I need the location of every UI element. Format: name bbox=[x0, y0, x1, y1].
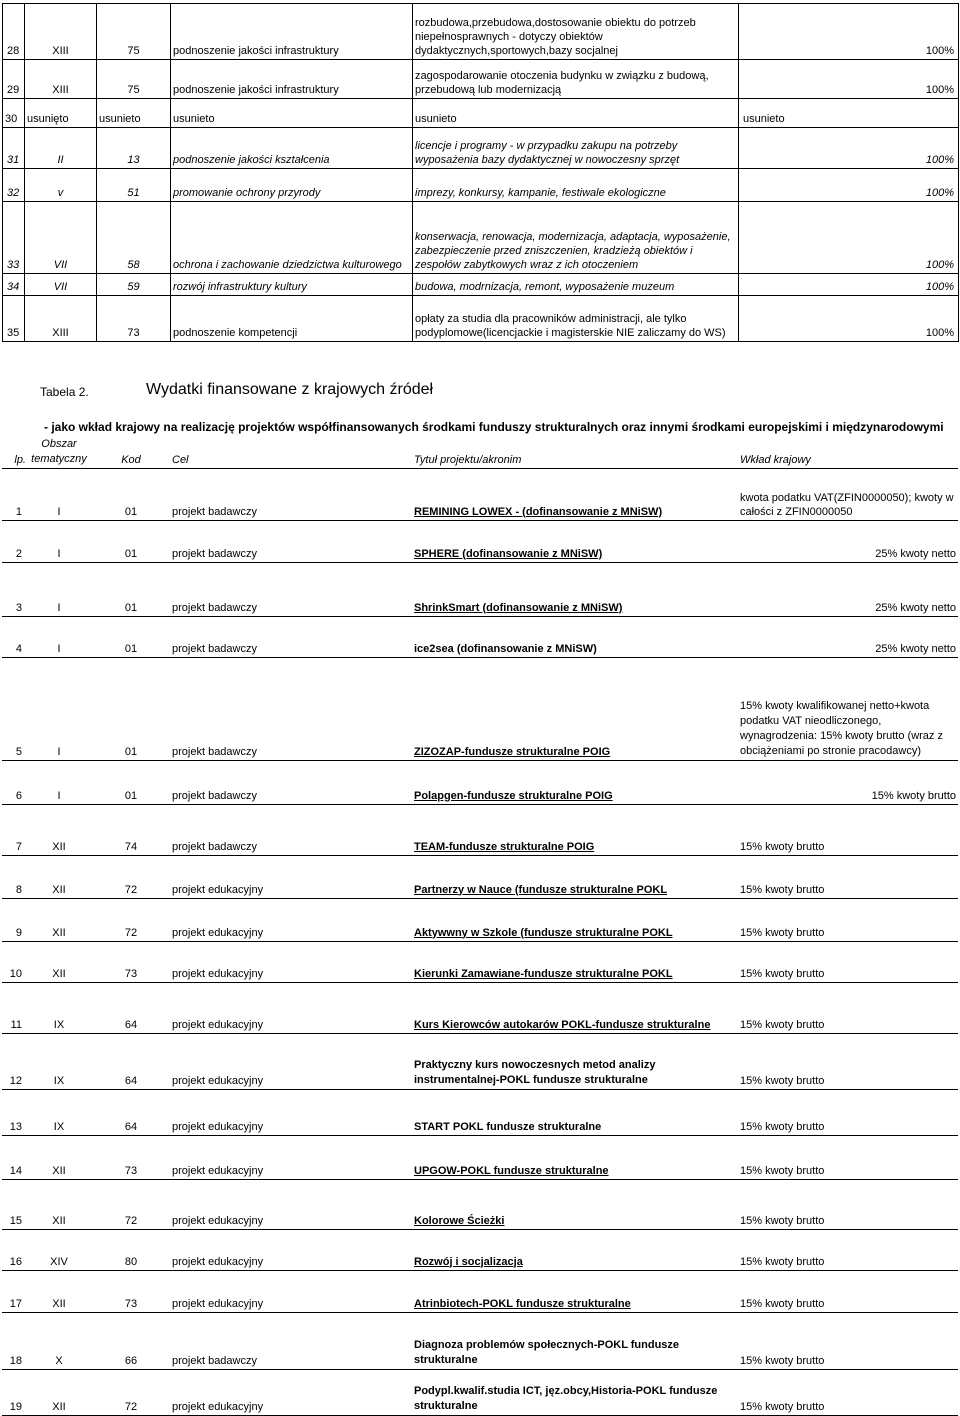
table-row bbox=[2, 616, 958, 657]
table-row bbox=[3, 296, 959, 342]
table-row bbox=[2, 520, 958, 562]
table-row bbox=[2, 982, 958, 1033]
row-wklad: 25% kwoty netto bbox=[736, 520, 958, 562]
row-cel: projekt edukacyjny bbox=[170, 1135, 412, 1179]
row-kod: 73 bbox=[92, 1270, 170, 1312]
table-row bbox=[2, 1369, 958, 1415]
title-cell: rozbudowa,przebudowa,dostosowanie obiektu do potrzeb niepełnosprawnych - dotyczy obiektów dydaktycznych,sportowych,bazy socjalnej bbox=[413, 4, 739, 60]
row-area: XII bbox=[26, 855, 92, 898]
row-title: START POKL fundusze strukturalne bbox=[412, 1089, 736, 1135]
row-cel: projekt edukacyjny bbox=[170, 982, 412, 1033]
row-number: 29 bbox=[3, 60, 25, 99]
funding-table bbox=[2, 436, 958, 1416]
row-kod: 01 bbox=[92, 468, 170, 520]
row-area: IX bbox=[26, 982, 92, 1033]
row-lp: 3 bbox=[2, 562, 26, 616]
table-row bbox=[2, 1135, 958, 1179]
row-kod: 72 bbox=[92, 1369, 170, 1415]
header-title: Tytuł projektu/akronim bbox=[412, 436, 736, 468]
percent-cell: 100% bbox=[739, 169, 959, 202]
row-kod: 73 bbox=[92, 941, 170, 982]
row-cel: projekt badawczy bbox=[170, 562, 412, 616]
row-wklad: 15% kwoty kwalifikowanej netto+kwota podatku VAT nieodliczonego, wynagrodzenia: 15% kwoty brutto (wraz z obciążeniami po stronie pracodawcy) bbox=[736, 657, 958, 760]
row-title: Polapgen-fundusze strukturalne POIG bbox=[412, 760, 736, 804]
table-row bbox=[2, 941, 958, 982]
cel-cell: rozwój infrastruktury kultury bbox=[171, 274, 413, 296]
row-lp: 10 bbox=[2, 941, 26, 982]
row-kod: 01 bbox=[92, 520, 170, 562]
row-title: Diagnoza problemów społecznych-POKL fundusze strukturalne bbox=[412, 1312, 736, 1369]
title-cell: konserwacja, renowacja, modernizacja, adaptacja, wyposażenie, zabezpieczenie przed zniszczenien, kradzieżą obiektów i zespołów zabytkowych wraz z ich otoczeniem bbox=[413, 202, 739, 274]
row-area: I bbox=[26, 562, 92, 616]
row-wklad: 15% kwoty brutto bbox=[736, 1270, 958, 1312]
row-title: Kolorowe Ścieżki bbox=[412, 1179, 736, 1229]
row-cel: projekt edukacyjny bbox=[170, 1369, 412, 1415]
area-cell: XIII bbox=[25, 4, 97, 60]
table-row bbox=[3, 274, 959, 296]
row-area: XII bbox=[26, 804, 92, 855]
row-area: IX bbox=[26, 1089, 92, 1135]
row-area: X bbox=[26, 1312, 92, 1369]
row-wklad: 15% kwoty brutto bbox=[736, 1135, 958, 1179]
row-kod: 01 bbox=[92, 760, 170, 804]
row-cel: projekt edukacyjny bbox=[170, 1270, 412, 1312]
table-row bbox=[2, 1312, 958, 1369]
row-title: Partnerzy w Nauce (fundusze strukturalne POKL bbox=[412, 855, 736, 898]
row-lp: 16 bbox=[2, 1229, 26, 1270]
cel-cell: podnoszenie jakości kształcenia bbox=[171, 128, 413, 169]
percent-cell: 100% bbox=[739, 274, 959, 296]
row-lp: 14 bbox=[2, 1135, 26, 1179]
kod-cell: 51 bbox=[97, 169, 171, 202]
row-title: Praktyczny kurs nowoczesnych metod analizy instrumentalnej-POKL fundusze strukturalne bbox=[412, 1033, 736, 1089]
row-wklad: 15% kwoty brutto bbox=[736, 941, 958, 982]
kod-cell: 75 bbox=[97, 60, 171, 99]
row-cel: projekt edukacyjny bbox=[170, 898, 412, 941]
row-area: I bbox=[26, 657, 92, 760]
row-kod: 80 bbox=[92, 1229, 170, 1270]
row-kod: 01 bbox=[92, 657, 170, 760]
table-row bbox=[2, 855, 958, 898]
header-cel: Cel bbox=[170, 436, 412, 468]
percent-cell: 100% bbox=[739, 4, 959, 60]
row-lp: 19 bbox=[2, 1369, 26, 1415]
row-kod: 01 bbox=[92, 562, 170, 616]
cel-cell: ochrona i zachowanie dziedzictwa kulturowego bbox=[171, 202, 413, 274]
title-cell: usunieto bbox=[413, 99, 739, 128]
row-area: I bbox=[26, 616, 92, 657]
row-wklad: 15% kwoty brutto bbox=[736, 1312, 958, 1369]
row-wklad: 15% kwoty brutto bbox=[736, 1369, 958, 1415]
area-cell: VII bbox=[25, 202, 97, 274]
row-lp: 18 bbox=[2, 1312, 26, 1369]
row-area: I bbox=[26, 468, 92, 520]
title-cell: budowa, modrnizacja, remont, wyposażenie muzeum bbox=[413, 274, 739, 296]
row-title: UPGOW-POKL fundusze strukturalne bbox=[412, 1135, 736, 1179]
row-cel: projekt badawczy bbox=[170, 657, 412, 760]
row-kod: 01 bbox=[92, 616, 170, 657]
row-lp: 5 bbox=[2, 657, 26, 760]
percent-cell: 100% bbox=[739, 296, 959, 342]
row-lp: 9 bbox=[2, 898, 26, 941]
row-lp: 2 bbox=[2, 520, 26, 562]
row-lp: 15 bbox=[2, 1179, 26, 1229]
row-wklad: 15% kwoty brutto bbox=[736, 1089, 958, 1135]
row-title: Rozwój i socjalizacja bbox=[412, 1229, 736, 1270]
table-row bbox=[3, 169, 959, 202]
row-title: Aktywwny w Szkole (fundusze strukturalne POKL bbox=[412, 898, 736, 941]
row-lp: 12 bbox=[2, 1033, 26, 1089]
header-wklad: Wkład krajowy bbox=[736, 436, 958, 468]
row-wklad: 15% kwoty brutto bbox=[736, 898, 958, 941]
row-area: I bbox=[26, 520, 92, 562]
table-row bbox=[3, 4, 959, 60]
row-cel: projekt edukacyjny bbox=[170, 1033, 412, 1089]
table-row bbox=[2, 898, 958, 941]
percent-cell: 100% bbox=[739, 60, 959, 99]
row-area: XII bbox=[26, 1369, 92, 1415]
row-wklad: 15% kwoty brutto bbox=[736, 1033, 958, 1089]
table-row bbox=[3, 202, 959, 274]
title-cell: licencje i programy - w przypadku zakupu na potrzeby wyposażenia bazy dydaktycznej w nowoczesny sprzęt bbox=[413, 128, 739, 169]
cel-cell: podnoszenie jakości infrastruktury bbox=[171, 60, 413, 99]
kod-cell: usunieto bbox=[97, 99, 171, 128]
row-cel: projekt edukacyjny bbox=[170, 855, 412, 898]
row-kod: 72 bbox=[92, 1179, 170, 1229]
kod-cell: 59 bbox=[97, 274, 171, 296]
row-title: TEAM-fundusze strukturalne POIG bbox=[412, 804, 736, 855]
table-label: Tabela 2. bbox=[40, 385, 89, 399]
area-cell: VII bbox=[25, 274, 97, 296]
row-cel: projekt edukacyjny bbox=[170, 941, 412, 982]
percent-cell: usunieto bbox=[739, 99, 959, 128]
percent-cell: 100% bbox=[739, 128, 959, 169]
row-wklad: 15% kwoty brutto bbox=[736, 1229, 958, 1270]
row-title: ZIZOZAP-fundusze strukturalne POIG bbox=[412, 657, 736, 760]
row-cel: projekt badawczy bbox=[170, 1312, 412, 1369]
row-cel: projekt badawczy bbox=[170, 616, 412, 657]
row-area: I bbox=[26, 760, 92, 804]
row-lp: 1 bbox=[2, 468, 26, 520]
row-kod: 66 bbox=[92, 1312, 170, 1369]
row-title: ShrinkSmart (dofinansowanie z MNiSW) bbox=[412, 562, 736, 616]
table-title: Wydatki finansowane z krajowych źródeł bbox=[146, 381, 434, 398]
table-row bbox=[2, 657, 958, 760]
title-cell: imprezy, konkursy, kampanie, festiwale ekologiczne bbox=[413, 169, 739, 202]
row-area: IX bbox=[26, 1033, 92, 1089]
row-number: 35 bbox=[3, 296, 25, 342]
row-kod: 74 bbox=[92, 804, 170, 855]
row-area: XII bbox=[26, 1270, 92, 1312]
area-cell: usunięto bbox=[25, 99, 97, 128]
row-cel: projekt badawczy bbox=[170, 760, 412, 804]
row-wklad: 25% kwoty netto bbox=[736, 562, 958, 616]
row-lp: 4 bbox=[2, 616, 26, 657]
row-area: XII bbox=[26, 1179, 92, 1229]
row-area: XII bbox=[26, 1135, 92, 1179]
continuation-table bbox=[2, 3, 959, 342]
row-title: Kierunki Zamawiane-fundusze strukturalne POKL bbox=[412, 941, 736, 982]
row-wklad: 15% kwoty brutto bbox=[736, 1179, 958, 1229]
row-wklad: 15% kwoty brutto bbox=[736, 760, 958, 804]
row-cel: projekt badawczy bbox=[170, 520, 412, 562]
cel-cell: podnoszenie jakości infrastruktury bbox=[171, 4, 413, 60]
table-row bbox=[2, 562, 958, 616]
row-lp: 6 bbox=[2, 760, 26, 804]
row-wklad: kwota podatku VAT(ZFIN0000050); kwoty w całości z ZFIN0000050 bbox=[736, 468, 958, 520]
table-row bbox=[2, 760, 958, 804]
row-kod: 64 bbox=[92, 1089, 170, 1135]
row-lp: 11 bbox=[2, 982, 26, 1033]
table-header-row bbox=[2, 436, 958, 468]
row-lp: 17 bbox=[2, 1270, 26, 1312]
header-kod: Kod bbox=[92, 436, 170, 468]
row-cel: projekt badawczy bbox=[170, 804, 412, 855]
title-cell: opłaty za studia dla pracowników administracji, ale tylko podyplomowe(licencjackie i magisterskie NIE zaliczamy do WS) bbox=[413, 296, 739, 342]
row-area: XII bbox=[26, 941, 92, 982]
row-number: 28 bbox=[3, 4, 25, 60]
row-lp: 8 bbox=[2, 855, 26, 898]
row-kod: 64 bbox=[92, 1033, 170, 1089]
kod-cell: 13 bbox=[97, 128, 171, 169]
row-kod: 64 bbox=[92, 982, 170, 1033]
area-cell: v bbox=[25, 169, 97, 202]
row-kod: 73 bbox=[92, 1135, 170, 1179]
table-row bbox=[2, 1179, 958, 1229]
row-cel: projekt badawczy bbox=[170, 468, 412, 520]
kod-cell: 58 bbox=[97, 202, 171, 274]
row-area: XIV bbox=[26, 1229, 92, 1270]
table-row bbox=[2, 1089, 958, 1135]
area-cell: II bbox=[25, 128, 97, 169]
row-number: 34 bbox=[3, 274, 25, 296]
table-row bbox=[2, 1270, 958, 1312]
title-cell: zagospodarowanie otoczenia budynku w związku z budową, przebudową lub modernizacją bbox=[413, 60, 739, 99]
kod-cell: 73 bbox=[97, 296, 171, 342]
table-row bbox=[2, 468, 958, 520]
row-number: 33 bbox=[3, 202, 25, 274]
row-wklad: 25% kwoty netto bbox=[736, 616, 958, 657]
row-number: 30 bbox=[3, 99, 25, 128]
row-cel: projekt edukacyjny bbox=[170, 1089, 412, 1135]
row-kod: 72 bbox=[92, 898, 170, 941]
area-cell: XIII bbox=[25, 296, 97, 342]
cel-cell: promowanie ochrony przyrody bbox=[171, 169, 413, 202]
table-row bbox=[3, 60, 959, 99]
row-wklad: 15% kwoty brutto bbox=[736, 982, 958, 1033]
row-title: REMINING LOWEX - (dofinansowanie z MNiSW) bbox=[412, 468, 736, 520]
row-number: 32 bbox=[3, 169, 25, 202]
header-area: Obszar tematyczny bbox=[26, 436, 92, 468]
kod-cell: 75 bbox=[97, 4, 171, 60]
table-caption bbox=[40, 381, 940, 403]
table-subtitle: - jako wkład krajowy na realizację projektów współfinansowanych środkami funduszy strukturalnych oraz innymi środkami europejskimi i międzynarodowymi bbox=[44, 420, 944, 434]
row-cel: projekt edukacyjny bbox=[170, 1179, 412, 1229]
header-lp: lp. bbox=[2, 436, 26, 468]
row-lp: 13 bbox=[2, 1089, 26, 1135]
cel-cell: podnoszenie kompetencji bbox=[171, 296, 413, 342]
row-number: 31 bbox=[3, 128, 25, 169]
table-row bbox=[3, 128, 959, 169]
row-area: XII bbox=[26, 898, 92, 941]
table-row bbox=[2, 1229, 958, 1270]
table-row bbox=[2, 1033, 958, 1089]
row-title: Atrinbiotech-POKL fundusze strukturalne bbox=[412, 1270, 736, 1312]
row-title: Podypl.kwalif.studia ICT, jęz.obcy,Historia-POKL fundusze strukturalne bbox=[412, 1369, 736, 1415]
row-title: ice2sea (dofinansowanie z MNiSW) bbox=[412, 616, 736, 657]
row-wklad: 15% kwoty brutto bbox=[736, 804, 958, 855]
percent-cell: 100% bbox=[739, 202, 959, 274]
row-title: Kurs Kierowców autokarów POKL-fundusze strukturalne bbox=[412, 982, 736, 1033]
area-cell: XIII bbox=[25, 60, 97, 99]
table-row bbox=[2, 804, 958, 855]
row-wklad: 15% kwoty brutto bbox=[736, 855, 958, 898]
row-cel: projekt edukacyjny bbox=[170, 1229, 412, 1270]
row-kod: 72 bbox=[92, 855, 170, 898]
cel-cell: usunieto bbox=[171, 99, 413, 128]
row-lp: 7 bbox=[2, 804, 26, 855]
table-row bbox=[3, 99, 959, 128]
row-title: SPHERE (dofinansowanie z MNiSW) bbox=[412, 520, 736, 562]
